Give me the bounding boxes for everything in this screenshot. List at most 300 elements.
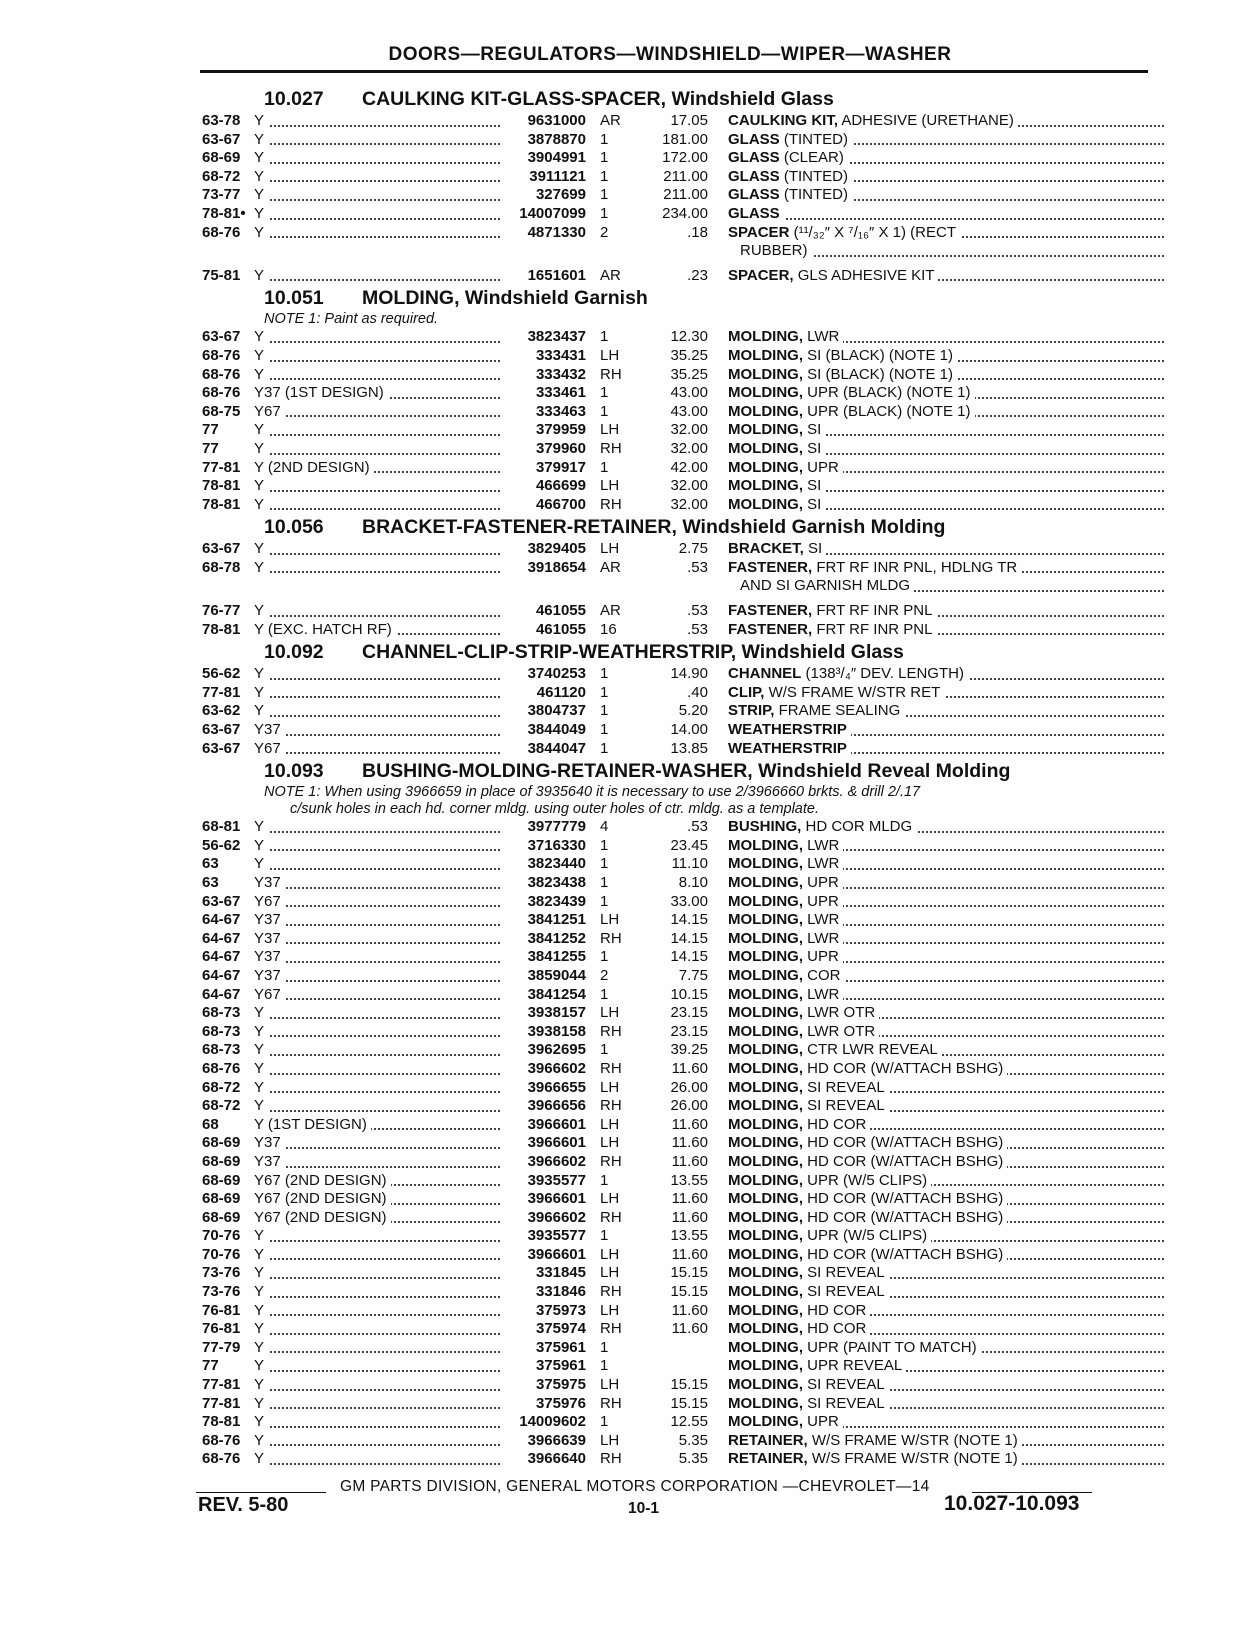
qty-cell: LH	[600, 1431, 620, 1449]
qty-cell: RH	[600, 1283, 622, 1301]
year-cell: 64-67	[202, 911, 241, 929]
year-cell: 73-76	[202, 1283, 241, 1301]
application-text: Y	[254, 1246, 268, 1263]
section-note: c/sunk holes in each hd. corner mldg. using outer holes of ctr. mldg. as a template.	[290, 801, 819, 818]
year-cell: 68-69	[202, 149, 241, 167]
application-text: Y37	[254, 930, 285, 947]
description-name: MOLDING,	[728, 911, 803, 929]
qty-cell: LH	[600, 1134, 620, 1152]
description-name: MOLDING,	[728, 328, 803, 346]
description-name: MOLDING,	[728, 1152, 803, 1170]
description-cell	[708, 384, 1166, 403]
application-cell	[254, 1450, 506, 1469]
section-subject: CHANNEL-CLIP-STRIP-WEATHERSTRIP,	[362, 641, 737, 664]
price-cell: 32.00	[670, 477, 708, 495]
qty-cell: LH	[600, 346, 620, 364]
price-cell: 15.15	[670, 1376, 708, 1394]
description-detail: FRAME SEALING	[774, 702, 901, 720]
application-text: Y	[254, 347, 268, 364]
description-cell	[708, 702, 1166, 721]
application-text: Y	[254, 1097, 268, 1114]
table-row	[202, 1190, 1148, 1209]
qty-cell: 1	[600, 665, 609, 683]
table-row	[202, 1004, 1148, 1023]
description-cell	[708, 366, 1166, 385]
section-subject: MOLDING,	[362, 287, 460, 310]
application-cell	[254, 347, 506, 366]
application-cell	[254, 1079, 506, 1098]
application-text: Y	[254, 1339, 268, 1356]
part-number-cell: 375976	[535, 1394, 586, 1412]
price-cell: 15.15	[670, 1283, 708, 1301]
year-cell: 78-81	[202, 620, 241, 638]
section-suffix: Windshield Glass	[741, 641, 904, 664]
description-cell	[708, 477, 1166, 496]
description-cell	[708, 1302, 1166, 1321]
description-text	[728, 440, 825, 457]
description-cell	[708, 1116, 1166, 1135]
application-cell	[254, 1004, 506, 1023]
description-name: MOLDING,	[728, 1338, 803, 1356]
description-cell	[708, 267, 1166, 286]
year-cell: 63	[202, 874, 219, 891]
year-cell: 68-81	[202, 818, 241, 836]
application-cell	[254, 328, 506, 347]
description-text	[728, 602, 936, 619]
price-cell: 11.60	[671, 1152, 708, 1170]
qty-cell: 1	[600, 702, 609, 720]
application-text: Y37	[254, 874, 285, 891]
year-cell: 77	[202, 421, 219, 439]
application-text: Y	[254, 1264, 268, 1281]
description-detail: (TINTED)	[779, 167, 849, 185]
application-text: Y	[254, 366, 268, 383]
description-name: MOLDING,	[728, 1301, 803, 1319]
section-subject: BUSHING-MOLDING-RETAINER-WASHER,	[362, 760, 753, 783]
page-number: 10-1	[628, 1500, 660, 1517]
qty-cell: LH	[600, 477, 620, 495]
part-number-cell: 3962695	[527, 1041, 586, 1059]
description-text	[728, 911, 843, 928]
price-cell: 13.85	[670, 739, 708, 757]
application-text: Y	[254, 149, 268, 166]
description-cell	[708, 986, 1166, 1005]
application-text: Y	[254, 168, 268, 185]
year-cell: 63-62	[202, 702, 241, 720]
qty-cell: 1	[600, 204, 609, 222]
table-row	[202, 1376, 1148, 1395]
application-cell	[254, 740, 506, 759]
table-row	[202, 205, 1148, 224]
table-row	[202, 1023, 1148, 1042]
application-text: Y	[254, 131, 268, 148]
table-row	[202, 440, 1148, 459]
application-text: Y (EXC. HATCH RF)	[254, 621, 396, 638]
year-cell: 68-76	[202, 384, 241, 402]
description-detail: UPR	[803, 1413, 839, 1431]
qty-cell: RH	[600, 1450, 622, 1468]
description-detail: (TINTED)	[779, 186, 849, 204]
application-text: Y37	[254, 967, 285, 984]
year-cell: 73-77	[202, 186, 241, 204]
application-cell	[254, 496, 506, 515]
price-cell: .53	[687, 818, 708, 836]
year-cell: 68-76	[202, 223, 241, 241]
description-detail: GLS ADHESIVE KIT	[793, 266, 935, 284]
description-cell	[708, 459, 1166, 478]
description-text	[728, 837, 843, 854]
qty-cell	[586, 577, 644, 596]
description-name: FASTENER,	[728, 602, 813, 620]
application-cell	[254, 1172, 506, 1191]
qty-cell: RH	[600, 1152, 622, 1170]
description-name: MOLDING,	[728, 439, 803, 457]
description-name: MOLDING,	[728, 1059, 803, 1077]
description-cell	[708, 205, 1166, 224]
year-cell: 68-76	[202, 1059, 241, 1077]
price-cell: 32.00	[670, 495, 708, 513]
description-name: GLASS	[728, 149, 780, 167]
description-detail: SI (BLACK) (NOTE 1)	[803, 365, 954, 383]
price-cell: 35.25	[670, 365, 708, 383]
application-cell	[254, 1116, 506, 1135]
application-cell	[254, 930, 506, 949]
description-cell	[708, 496, 1166, 515]
year-cell: 68-69	[202, 1190, 241, 1208]
description-text	[728, 1227, 931, 1244]
description-text	[728, 1283, 889, 1300]
description-detail: HD COR (W/ATTACH BSHG)	[803, 1208, 1004, 1226]
part-number-cell: 3938158	[527, 1022, 586, 1040]
description-name: MOLDING,	[728, 855, 803, 873]
table-row	[202, 1395, 1148, 1414]
qty-cell: 1	[600, 985, 609, 1003]
application-cell	[254, 1227, 506, 1246]
description-text	[728, 540, 826, 557]
year-cell: 68-76	[202, 1450, 241, 1468]
year-cell: 77	[202, 439, 219, 457]
price-cell: 172.00	[662, 149, 708, 167]
revision-label: REV. 5-80	[198, 1494, 289, 1516]
application-text: Y	[254, 1357, 268, 1374]
description-text	[728, 893, 843, 910]
part-number-cell: 3904991	[527, 149, 586, 167]
price-cell: 17.05	[670, 112, 708, 129]
table-row	[202, 267, 1148, 286]
application-text: Y (1ST DESIGN)	[254, 1116, 371, 1133]
part-number-cell: 3966639	[527, 1431, 586, 1449]
description-detail: (¹¹/₃₂″ X ⁷/₁₆″ X 1) (RECT	[789, 223, 956, 241]
table-row	[202, 131, 1148, 150]
part-number-cell: 375973	[535, 1301, 586, 1319]
continuation-row	[202, 242, 1148, 261]
description-cell	[708, 602, 1166, 621]
year-cell	[202, 577, 254, 596]
year-cell: 73-76	[202, 1264, 241, 1282]
price-cell: 211.00	[663, 186, 708, 204]
description-detail: LWR OTR	[803, 1022, 876, 1040]
application-text: Y	[254, 1413, 268, 1430]
price-cell: 14.15	[670, 911, 708, 929]
application-cell	[254, 818, 506, 837]
description-text: AND SI GARNISH MLDG	[728, 577, 914, 594]
application-cell	[254, 1320, 506, 1339]
price-cell: 33.00	[670, 892, 708, 910]
description-text	[728, 1041, 942, 1058]
qty-cell: LH	[600, 1376, 620, 1394]
description-name: MOLDING,	[728, 1022, 803, 1040]
table-row	[202, 1116, 1148, 1135]
description-cell	[708, 855, 1166, 874]
price-cell: 11.60	[671, 1115, 708, 1133]
price-cell: 11.10	[671, 855, 708, 873]
price-cell: 26.00	[670, 1078, 708, 1096]
year-cell: 63-67	[202, 892, 241, 910]
application-cell	[254, 1246, 506, 1265]
application-cell	[254, 440, 506, 459]
description-text	[728, 496, 825, 513]
description-detail: SI REVEAL	[803, 1376, 885, 1394]
description-name: MOLDING,	[728, 1115, 803, 1133]
application-cell	[254, 384, 506, 403]
description-cell	[708, 1097, 1166, 1116]
description-name: GLASS	[728, 130, 780, 148]
application-text: Y67 (2ND DESIGN)	[254, 1190, 391, 1207]
description-name: GLASS	[728, 204, 780, 222]
price-cell: 12.55	[670, 1413, 708, 1431]
application-text: Y (2ND DESIGN)	[254, 459, 374, 476]
description-text	[728, 665, 968, 682]
price-cell: 11.60	[671, 1059, 708, 1077]
application-cell	[254, 1097, 506, 1116]
description-name: MOLDING,	[728, 1357, 803, 1375]
price-cell: 14.15	[670, 948, 708, 966]
part-number-cell: 3966601	[527, 1245, 586, 1263]
description-name: MOLDING,	[728, 495, 803, 513]
description-cell	[708, 893, 1166, 912]
part-number-cell: 375974	[535, 1320, 586, 1338]
year-cell: 63-67	[202, 328, 241, 346]
description-detail: LWR	[803, 985, 840, 1003]
page-header: DOORS—REGULATORS—WINDSHIELD—WIPER—WASHER	[388, 44, 952, 65]
table-row	[202, 149, 1148, 168]
description-detail: LWR	[803, 929, 840, 947]
application-text: Y	[254, 1376, 268, 1393]
application-cell	[254, 1283, 506, 1302]
description-name: MOLDING,	[728, 384, 803, 402]
year-cell: 68-72	[202, 1097, 241, 1115]
table-row	[202, 1209, 1148, 1228]
description-cell	[708, 347, 1166, 366]
application-cell	[254, 1302, 506, 1321]
part-number-cell: 3966656	[527, 1097, 586, 1115]
table-row	[202, 1339, 1148, 1358]
table-row	[202, 1264, 1148, 1283]
application-text: Y	[254, 1395, 268, 1412]
description-name: MOLDING,	[728, 1004, 803, 1022]
description-name: MOLDING,	[728, 929, 803, 947]
description-name: MOLDING,	[728, 1376, 803, 1394]
qty-cell: AR	[600, 266, 621, 284]
qty-cell: 1	[600, 874, 609, 891]
qty-cell: RH	[600, 1059, 622, 1077]
description-name: MOLDING,	[728, 948, 803, 966]
year-cell: 63-67	[202, 721, 241, 739]
part-number-cell: 3844049	[527, 721, 586, 739]
application-text: Y	[254, 267, 268, 284]
part-number-cell: 375961	[535, 1338, 586, 1356]
price-cell: 39.25	[670, 1041, 708, 1059]
description-name: MOLDING,	[728, 892, 803, 910]
description-text	[728, 1004, 879, 1021]
table-row	[202, 1060, 1148, 1079]
description-name: RETAINER,	[728, 1431, 808, 1449]
description-name: MOLDING,	[728, 836, 803, 854]
application-cell	[254, 168, 506, 187]
application-cell	[254, 702, 506, 721]
description-detail: W/S FRAME W/STR (NOTE 1)	[807, 1431, 1018, 1449]
description-text	[728, 477, 825, 494]
part-number-cell: 1651601	[527, 266, 586, 284]
application-text: Y	[254, 665, 268, 682]
description-cell	[708, 1283, 1166, 1302]
table-row	[202, 328, 1148, 347]
qty-cell: RH	[600, 1208, 622, 1226]
table-row	[202, 540, 1148, 559]
qty-cell: LH	[600, 540, 620, 558]
year-cell: 63-78	[202, 112, 241, 129]
application-text: Y	[254, 496, 268, 513]
description-text	[728, 403, 975, 420]
description-detail: SI REVEAL	[803, 1283, 885, 1301]
description-cell	[708, 684, 1166, 703]
description-text	[728, 1134, 1007, 1151]
price-cell: .40	[687, 683, 708, 701]
description-name: MOLDING,	[728, 1283, 803, 1301]
table-row	[202, 1041, 1148, 1060]
application-text: Y	[254, 205, 268, 222]
description-cell	[708, 242, 1166, 261]
qty-cell: 1	[600, 836, 609, 854]
qty-cell: RH	[600, 495, 622, 513]
description-name: MOLDING,	[728, 1171, 803, 1189]
part-number-cell: 375961	[535, 1357, 586, 1375]
description-cell	[708, 911, 1166, 930]
description-detail: HD COR (W/ATTACH BSHG)	[803, 1134, 1004, 1152]
part-number-cell: 3829405	[527, 540, 586, 558]
description-text	[728, 874, 843, 891]
price-cell	[644, 577, 708, 596]
description-cell	[708, 665, 1166, 684]
qty-cell: LH	[600, 1301, 620, 1319]
qty-cell: LH	[600, 1190, 620, 1208]
description-cell	[708, 577, 1166, 596]
year-cell: 78-81	[202, 477, 241, 495]
qty-cell: 1	[600, 402, 609, 420]
application-text: Y	[254, 421, 268, 438]
price-cell: 43.00	[670, 384, 708, 402]
description-detail: SI	[803, 495, 822, 513]
application-cell	[254, 1060, 506, 1079]
section-note: NOTE 1: Paint as required.	[264, 311, 439, 328]
application-text: Y	[254, 1004, 268, 1021]
description-detail: HD COR MLDG	[801, 818, 913, 836]
description-cell	[708, 1172, 1166, 1191]
description-cell	[708, 1264, 1166, 1283]
part-number-cell: 461120	[536, 683, 586, 701]
footer-publisher: GM PARTS DIVISION, GENERAL MOTORS CORPORATION —CHEVROLET—14	[340, 1478, 930, 1495]
description-text	[728, 267, 938, 284]
description-text	[728, 1116, 870, 1133]
description-detail: UPR	[803, 948, 839, 966]
application-text: Y	[254, 559, 268, 576]
application-text: Y	[254, 440, 268, 457]
description-detail: W/S FRAME W/STR RET	[764, 683, 941, 701]
description-name: FASTENER,	[728, 558, 813, 576]
price-cell: 5.35	[678, 1450, 708, 1468]
table-row	[202, 855, 1148, 874]
qty-cell: 1	[600, 892, 609, 910]
application-text: Y	[254, 684, 268, 701]
description-name: WEATHERSTRIP	[728, 739, 847, 757]
qty-cell: RH	[600, 929, 622, 947]
description-detail: SI	[803, 540, 823, 558]
description-detail: (138³/₄″ DEV. LENGTH)	[801, 665, 964, 683]
application-cell	[254, 112, 506, 131]
description-text	[728, 1246, 1007, 1263]
description-cell	[708, 1413, 1166, 1432]
description-text	[728, 1302, 870, 1319]
application-text: Y	[254, 1432, 268, 1449]
part-number-cell: 3966601	[527, 1134, 586, 1152]
description-detail: HD COR (W/ATTACH BSHG)	[803, 1059, 1004, 1077]
price-cell: 35.25	[670, 346, 708, 364]
description-detail: LWR	[803, 911, 840, 929]
year-cell: 77-81	[202, 1394, 241, 1412]
application-cell	[254, 967, 506, 986]
description-text: RUBBER)	[728, 242, 812, 259]
application-text: Y67 (2ND DESIGN)	[254, 1172, 391, 1189]
description-text	[728, 721, 851, 738]
header-rule	[200, 70, 1148, 73]
application-cell	[254, 1264, 506, 1283]
description-detail: UPR (PAINT TO MATCH)	[803, 1338, 977, 1356]
description-name: MOLDING,	[728, 477, 803, 495]
description-text	[728, 948, 843, 965]
description-text	[728, 621, 936, 638]
description-cell	[708, 1320, 1166, 1339]
table-row	[202, 366, 1148, 385]
part-number-cell: 3966602	[527, 1059, 586, 1077]
qty-cell: 1	[600, 683, 609, 701]
description-cell	[708, 403, 1166, 422]
description-text	[728, 1450, 1022, 1467]
part-number-cell: 3966601	[527, 1115, 586, 1133]
description-detail: HD COR	[803, 1115, 867, 1133]
description-text	[728, 112, 1018, 129]
description-cell	[708, 1209, 1166, 1228]
application-text: Y37	[254, 948, 285, 965]
description-name: MOLDING,	[728, 1208, 803, 1226]
part-number-cell: 3966602	[527, 1152, 586, 1170]
application-text: Y67 (2ND DESIGN)	[254, 1209, 391, 1226]
application-cell	[254, 459, 506, 478]
parts-list	[202, 86, 1148, 1469]
description-text	[728, 967, 845, 984]
year-cell: 77-81	[202, 458, 241, 476]
price-cell: 8.10	[678, 874, 708, 891]
table-row	[202, 421, 1148, 440]
